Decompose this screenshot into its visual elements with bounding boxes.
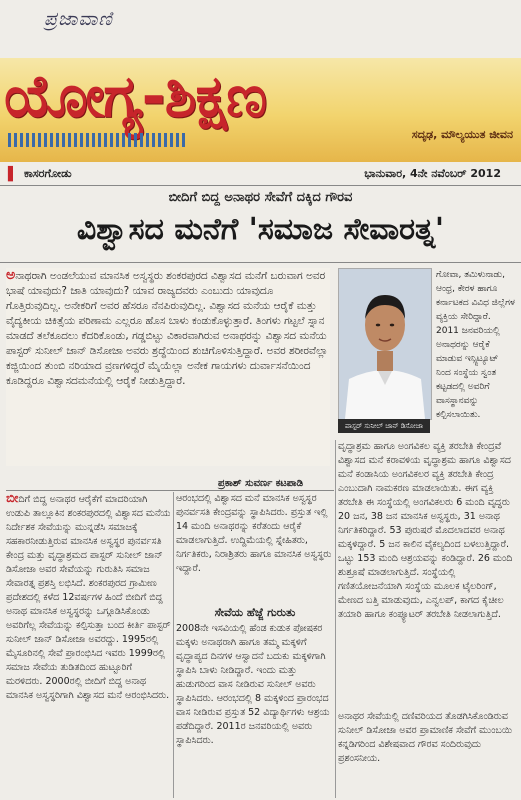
decorative-bars <box>8 132 198 152</box>
middle-column-continued: 2008ನೇ ಇಸವಿಯಲ್ಲಿ ಹೆಂಡ ಕುಡುಕ ಪೋಷಕರ ಮಕ್ಕಳು ಅನಾಥರಾಗಿ ಹಾಗೂ ತಮ್ಮ ಮಕ್ಕಳಿಗೆ ವೃದ್ಧಾಪ್ಯದ ದಿನಗಳ ಆಸ್ವಾದನೆ ಬದುಕು ಮಕ್ಕಳಿಗಾಗಿ ಸ್ಥಾಪಿಸಿ ಬಾಳು ನೀಡಿದ್ದಾರೆ. ಇಂದು ಮತ್ತು ಹುಡುಗರಿಂದ ವಾಸ ನೀಡಿರುವ ಸುನೀಲ್ ಅವರು ಸ್ಥಾಪಿಸಿದರು. ಆರಂಭದಲ್ಲಿ 8 ಮಕ್ಕಳಿಂದ ಪ್ರಾರಂಭದ ವಾಸ ನೀಡಿರುವ ಪ್ರಸ್ತುತ 52 ವಿದ್ಯಾರ್ಥಿಗಳು ಆಶ್ರಯ ಪಡೆದಿದ್ದಾರೆ. 2011ರ ಜನವರಿಯಲ್ಲಿ ಅವರು ಸ್ಥಾಪಿಸಿದರು. <box>176 623 330 746</box>
person-portrait-icon <box>339 269 431 419</box>
handwritten-masthead: ಪ್ರಜಾವಾಣಿ <box>44 8 113 30</box>
divider <box>6 490 334 491</box>
right-column-continued: ಅನಾಥರ ಸೇವೆಯಲ್ಲಿ ದಣಿವರಿಯದ ತೊಡಗಿಸಿಕೊಂಡಿರುವ ಸುನೀಲ್ ಡಿಸೋಜಾ ಅವರ ಪ್ರಾಮಾಣಿಕ ಸೇವೆಗೆ ಮುಂಬಯಿ ಕನ್ನಡಿಗರಿಂದ ವಿಶೇಷವಾದ ಗೌರವ ಸಂದಿರುವುದು ಪ್ರಶಂಸನೀಯ. <box>338 711 513 764</box>
issue-date: ಭಾನುವಾರ, 4ನೇ ನವೆಂಬರ್ 2012 <box>364 167 501 180</box>
section-title: ಯೋಗ್ಯ-ಶಿಕ್ಷಣ <box>4 62 267 130</box>
divider <box>0 262 521 263</box>
sidebar-column: ಗೋವಾ, ತಮಿಳುನಾಡು, ಆಂಧ್ರ, ಕೇರಳ ಹಾಗೂ ಕರ್ನಾಟಕದ ವಿವಿಧ ಜಿಲ್ಲೆಗಳ ವ್ಯಕ್ತಿಯ ಸೇರಿದ್ದಾರೆ. 2011 ಜನವರಿಯಲ್ಲಿ ಅನಾಥರನ್ನು ಆರೈಕೆ ಮಾಡುವ ಇನ್ಸ್ಟಿಟ್ಯೂಟ್ ನಿಂದ ಸಂಸ್ಥೆಯ ಸ್ವಂತ ಕಟ್ಟಡದಲ್ಲಿ ಅವರಿಗೆ ವಾಸಸ್ಥಾನವನ್ನು ಕಲ್ಪಿಸಲಾಯಿತು. <box>436 270 515 420</box>
column-divider <box>335 440 336 798</box>
location-marker-icon: ▌ <box>8 167 18 182</box>
section-tagline: ಸದೃಢ, ಮೌಲ್ಯಯುತ ಜೀವನ <box>411 128 513 141</box>
middle-column: ಆರಂಭದಲ್ಲಿ ವಿಶ್ವಾಸದ ಮನೆ ಮಾನಸಿಕ ಅಸ್ವಸ್ಥರ ಪುನರ್ವಸತಿ ಕೇಂದ್ರವನ್ನು ಸ್ಥಾಪಿಸಿದರು. ಪ್ರಸ್ತುತ ಇಲ್ಲಿ 14 ಮಂದಿ ಅನಾಥರನ್ನು ಕರೆತಂದು ಆರೈಕೆ ಮಾಡಲಾಗುತ್ತಿದೆ. ಉದ್ದಿಮೆಯಲ್ಲಿ ಸ್ನೇಹಿತರು, ನಿರ್ಗತಿಕರು, ನಿರಾಶ್ರಿತರು ಹಾಗೂ ಮಾನಸಿಕ ಅಸ್ವಸ್ಥರು ಇದ್ದಾರೆ. <box>176 493 332 574</box>
headline: ವಿಶ್ವಾಸದ ಮನೆಗೆ 'ಸಮಾಜ ಸೇವಾರತ್ನ' <box>76 212 445 247</box>
kicker: ಬೀದಿಗೆ ಬಿದ್ದ ಅನಾಥರ ಸೇವೆಗೆ ದಕ್ಕಿದ ಗೌರವ <box>168 190 353 205</box>
column-divider <box>173 492 174 798</box>
section-banner <box>0 58 521 162</box>
byline: ಪ್ರಕಾಶ್ ಸುವರ್ಣ ಕಟಪಾಡಿ <box>218 478 304 489</box>
photo-caption: ಪಾಸ್ಟರ್ ಸುನೀಲ್ ಜಾನ್ ಡಿಸೋಜಾ <box>338 419 430 433</box>
right-column: ವೃದ್ಧಾಶ್ರಮ ಹಾಗೂ ಅಂಗವಿಕಲ ವ್ಯಕ್ತಿ ತರಬೇತಿ ಕೇಂದ್ರವೆ ವಿಶ್ವಾಸದ ಮನೆ ಕರಾವಳಿಯ ವೃದ್ಧಾಶ್ರಮ ಹಾಗೂ ವಿಶ್ವಾಸದ ಮನೆ ಕಂಡಾಸಿಯ ಅಂಗವಿಕಲರ ವ್ಯಕ್ತಿ ತರಬೇತಿ ಕೇಂದ್ರ ಎಂಬುದಾಗಿ ನಾಮಕರಣ ಮಾಡಲಾಯಿತು. ಈಗ ವ್ಯಕ್ತಿ ತರಬೇತಿ ಈ ಸಂಸ್ಥೆಯಲ್ಲಿ ಅಂಗವಿಕಲರು 6 ಮಂದಿ ವೃದ್ಧರು 20 ಜನ, 38 ಜನ ಮಾನಸಿಕ ಅಸ್ವಸ್ಥರು, 31 ಅನಾಥ ನಿರ್ಗತಿಕರಿದ್ದಾರೆ. 53 ಪುರುಷರೆ ಮೊದಲಾದವರ ಅನಾಥ ಮಕ್ಕಳಿದ್ದಾರೆ. 5 ಜನ ಕಾಲಿನ ವೈಕಲ್ಯದಿಂದ ಬಳಲುತ್ತಿದ್ದಾರೆ. ಒಟ್ಟು 153 ಮಂದಿ ಆಶ್ರಯವನ್ನು ಕಂಡಿದ್ದಾರೆ. 26 ಮಂದಿ ಶುಶ್ರೂಷೆ ಮಾಡಲಾಗುತ್ತಿದೆ. ಸಂಸ್ಥೆಯಲ್ಲಿ ಗಣಿತಯೋಜನೆಯಾಗಿ ಸಂಸ್ಥೆಯ ಮೂಲಕ ಟೈಲರಿಂಗ್, ಮೇಣದ ಬತ್ತಿ ಮಾಡುವುದು, ಎನ್ವಲಪ್, ಕಾಗದ ಕೈಚೀಲ ತಯಾರಿ ಹಾಗೂ ಕಂಪ್ಯೂಟರ್ ತರಬೇತಿ ನೀಡಲಾಗುತ್ತಿದೆ. <box>338 441 513 620</box>
divider <box>0 185 521 186</box>
portrait-photo <box>338 268 432 420</box>
location-label: ಕಾಸರಗೋಡು <box>24 167 72 180</box>
location-row <box>0 166 521 184</box>
left-column: ಬೀದಿಗೆ ಬಿದ್ದ ಅನಾಥರ ಆರೈಕೆಗೆ ಮಾದರಿಯಾಗಿ ಉಡುಪಿ ತಾಲ್ಲೂಕಿನ ಶಂಕರಪುರದಲ್ಲಿ ವಿಶ್ವಾಸದ ಮನೆಯ ನಿರ್ದೇಶಕ ಸೇವೆಯನ್ನು ಮುನ್ನಡೆಸಿ ಸಮಾಜಕ್ಕೆ ಸಹಕಾರನೀಡುತ್ತಿರುವ ಮಾನಸಿಕ ಅಸ್ವಸ್ಥರ ಪುನರ್ವಸತಿ ಕೇಂದ್ರ ಮತ್ತು ವೃದ್ಧಾಶ್ರಮದ ಪಾಸ್ಟರ್ ಸುನೀಲ್ ಜಾನ್ ಡಿಸೋಜಾ ಅವರ ಸೇವೆಯನ್ನು ಗುರುತಿಸಿ ಸಮಾಜ ಸೇವಾರತ್ನ ಪ್ರಶಸ್ತಿ ಲಭಿಸಿದೆ. ಶಂಕರಪುರದ ಗ್ರಾಮೀಣ ಪ್ರದೇಶದಲ್ಲಿ ಕಳೆದ 12ವರ್ಷಗಳ ಹಿಂದೆ ಬೀದಿಗೆ ಬಿದ್ದ ಅನಾಥ ಮಾನಸಿಕ ಅಸ್ವಸ್ಥರನ್ನು ಒಗ್ಗೂಡಿಸಿಕೊಂಡು ಅವರಿಗೆಲ್ಲ ಸೇವೆಯನ್ನು ಕಲ್ಪಿಸುತ್ತಾ ಬಂದ ಕೀರ್ತಿ ಪಾಸ್ಟರ್ ಸುನೀಲ್ ಜಾನ್ ಡಿಸೋಜಾ ಅವರದ್ದು. 1995ರಲ್ಲಿ ಮೈಸೂರಿನಲ್ಲಿ ಸೇವೆ ಪ್ರಾರಂಭಿಸಿದ ಇವರು 1999ರಲ್ಲಿ ಸಮಾಜ ಸೇವೆಯ ತುಡಿತದಿಂದ ಹುಟ್ಟೂರಿಗೆ ಮರಳಿದರು. 2000ರಲ್ಲಿ ಬೀದಿಗೆ ಬಿದ್ದ ಅನಾಥ ಮಾನಸಿಕ ಅಸ್ವಸ್ಥರಿಗಾಗಿ ವಿಶ್ವಾಸದ ಮನೆ ಆರಂಭಿಸಿದರು. <box>6 492 171 701</box>
subheading: ಸೇವೆಯ ಹೆಜ್ಜೆ ಗುರುತು <box>214 606 296 619</box>
lead-paragraph: ಅನಾಥರಾಗಿ ಅಂಡಲೆಯುವ ಮಾನಸಿಕ ಅಸ್ವಸ್ಥರು ಶಂಕರಪುರದ ವಿಶ್ವಾಸದ ಮನೆಗೆ ಬರುವಾಗ ಅವರ ಭಾಷೆ ಯಾವುದು? ಜಾತಿ ಯಾವುದು? ಯಾವ ರಾಜ್ಯದವರು ಎಂಬುದು ಯಾವುದೂ ಗೊತ್ತಿರುವುದಿಲ್ಲ. ಅನೇಕರಿಗೆ ಅವರ ಹೆಸರೂ ನೆನಪಿರುವುದಿಲ್ಲ. ವಿಶ್ವಾಸದ ಮನೆಯ ಆರೈಕೆ ಮತ್ತು ವೈದ್ಯಕೀಯ ಚಿಕಿತ್ಸೆಯ ಪರಿಣಾಮ ಎಲ್ಲರೂ ಹೊಸ ಬಾಳು ಕಂಡುಕೊಳ್ಳುತ್ತಾರೆ. ತಿಂಗಳು ಗಟ್ಟಲೆ ಸ್ನಾನ ಮಾಡದೆ ತಲೆಕೂದಲು ಕೆದರಿಕೊಂಡು, ಗಡ್ಡಬಿಟ್ಟು ವಿಕಾರವಾಗಿರುವ ಅನಾಥರನ್ನು ವಿಶ್ವಾಸದ ಮನೆಯ ಪಾಸ್ಟರ್ ಸುನೀಲ್ ಜಾನ್ ಡಿಸೋಜಾ ಅವರು ಶ್ರದ್ಧೆಯಿಂದ ಶುಚಿಗೊಳಿಸುತ್ತಿದ್ದಾರೆ. ಅವರ ಶರೀರವೆಲ್ಲಾ ಕಜ್ಜಿಯಿಂದ ತುಂಬಿ ನರಿಯಾದ ವ್ರಣಗಳಿದ್ದರೆ ಮೈಯೆಲ್ಲಾ ಅನೇಕ ಗಾಯಗಳು ದುರ್ವಾಸನೆಯಿಂದ ಕೂಡಿದ್ದರೂ ವಿಶ್ವಾಸದಮನೆಯಲ್ಲಿ ಆರೈಕೆ ನೀಡುತ್ತಿದ್ದಾರೆ. <box>6 268 330 466</box>
